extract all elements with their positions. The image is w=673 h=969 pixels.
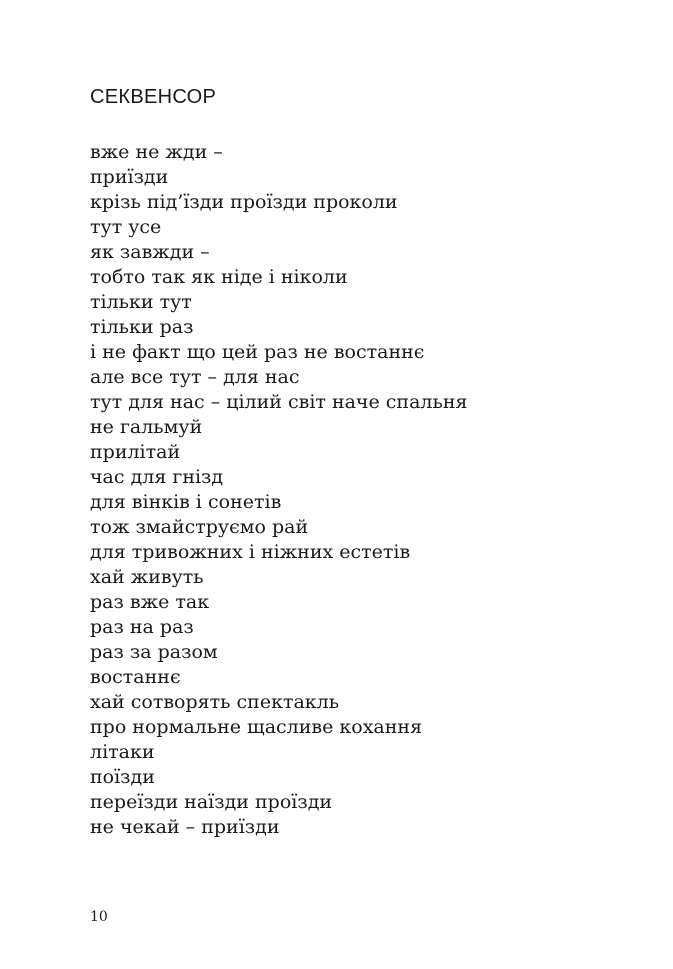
poem-line: прилітай: [90, 441, 181, 463]
poem-line: тут для нас – цілий світ наче спальня: [90, 391, 468, 413]
poem-line: раз на раз: [90, 616, 194, 638]
poem-line: вже не жди –: [90, 141, 223, 163]
poem-line: хай сотворять спектакль: [90, 691, 340, 713]
poem-line: тільки тут: [90, 291, 192, 313]
poem-text: [90, 140, 467, 840]
poem-line: раз вже так: [90, 591, 210, 613]
poem-line: переїзди наїзди проїзди: [90, 791, 333, 813]
poem-line: час для гнізд: [90, 466, 224, 488]
poem-line: крізь під’їзди проїзди проколи: [90, 191, 398, 213]
poem-line: для вінків і сонетів: [90, 491, 282, 513]
page-number: 10: [90, 909, 108, 925]
poem-line: поїзди: [90, 766, 155, 788]
poem-title: СЕКВЕНСОР: [90, 86, 217, 108]
poem-line: і не факт що цей раз не востаннє: [90, 341, 425, 363]
poem-line: хай живуть: [90, 566, 204, 588]
poem-line: приїзди: [90, 166, 169, 188]
poem-line: але все тут – для нас: [90, 366, 300, 388]
poem-line: не гальмуй: [90, 416, 203, 438]
poem-line: раз за разом: [90, 641, 218, 663]
poem-line: як завжди –: [90, 241, 210, 263]
poem-line: тобто так як ніде і ніколи: [90, 266, 348, 288]
poem-line: літаки: [90, 741, 155, 763]
poem-line: тож змайструємо рай: [90, 516, 309, 538]
poem-line: тут усе: [90, 216, 162, 238]
poem-line: востаннє: [90, 666, 181, 688]
poem-line: про нормальне щасливе кохання: [90, 716, 423, 738]
poem-line: тільки раз: [90, 316, 194, 338]
poem-line: для тривожних і ніжних естетів: [90, 541, 411, 563]
poem-line: не чекай – приїзди: [90, 816, 280, 838]
